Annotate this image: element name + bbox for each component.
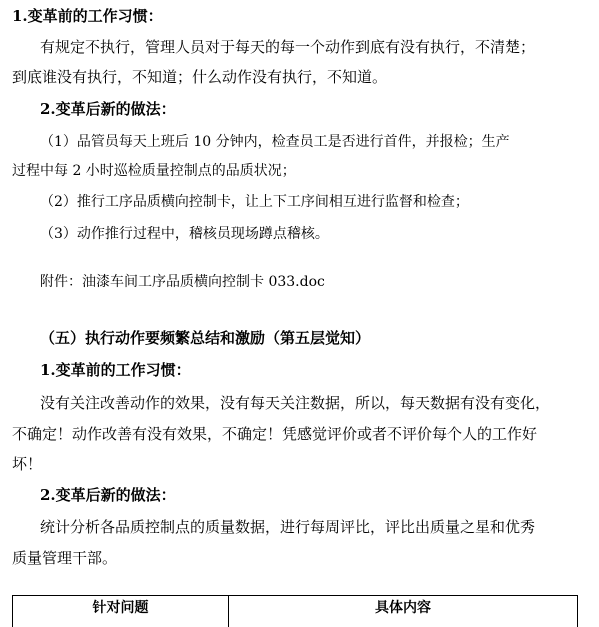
- section4-after-item3: （3）动作推行过程中，稽核员现场蹲点稽核。: [40, 226, 329, 242]
- section4-before-paragraph-line2: 到底谁没有执行，不知道；什么动作没有执行，不知道。: [12, 68, 388, 86]
- section4-before-paragraph-line1: 有规定不执行，管理人员对于每天的每一个动作到底有没有执行，不清楚；: [40, 38, 536, 56]
- section5-after-paragraph-line1: 统计分析各品质控制点的质量数据，进行每周评比，评比出质量之星和优秀: [40, 518, 536, 536]
- section4-after-heading: 2.变革后新的做法：: [40, 100, 176, 118]
- section5-before-paragraph-line3: 坏！: [12, 455, 43, 473]
- table-header-issue: 针对问题: [13, 596, 229, 627]
- section4-before-heading: 1.变革前的工作习惯：: [12, 7, 163, 25]
- section5-before-heading: 1.变革前的工作习惯：: [40, 361, 191, 379]
- attachment-link[interactable]: 附件：油漆车间工序品质横向控制卡 033.doc: [40, 274, 325, 290]
- section5-before-paragraph-line2: 不确定！动作改善有没有效果，不确定！凭感觉评价或者不评价每个人的工作好: [12, 425, 538, 443]
- section4-after-item1-line2: 过程中每 2 小时巡检质量控制点的品质状况；: [12, 163, 296, 179]
- section5-after-paragraph-line2: 质量管理干部。: [12, 549, 118, 567]
- issue-content-table: [12, 595, 578, 627]
- table-header-content: 具体内容: [375, 600, 431, 616]
- section5-title: （五）执行动作要频繁总结和激励（第五层觉知）: [40, 329, 371, 347]
- section5-before-paragraph-line1: 没有关注改善动作的效果，没有每天关注数据，所以，每天数据有没有变化，: [40, 394, 551, 412]
- section4-after-item1-line1: （1）品管员每天上班后 10 分钟内，检查员工是否进行首件，并报检；生产: [40, 134, 510, 150]
- section5-after-heading: 2.变革后新的做法：: [40, 486, 176, 504]
- section4-after-item2: （2）推行工序品质横向控制卡，让上下工序间相互进行监督和检查；: [40, 194, 469, 210]
